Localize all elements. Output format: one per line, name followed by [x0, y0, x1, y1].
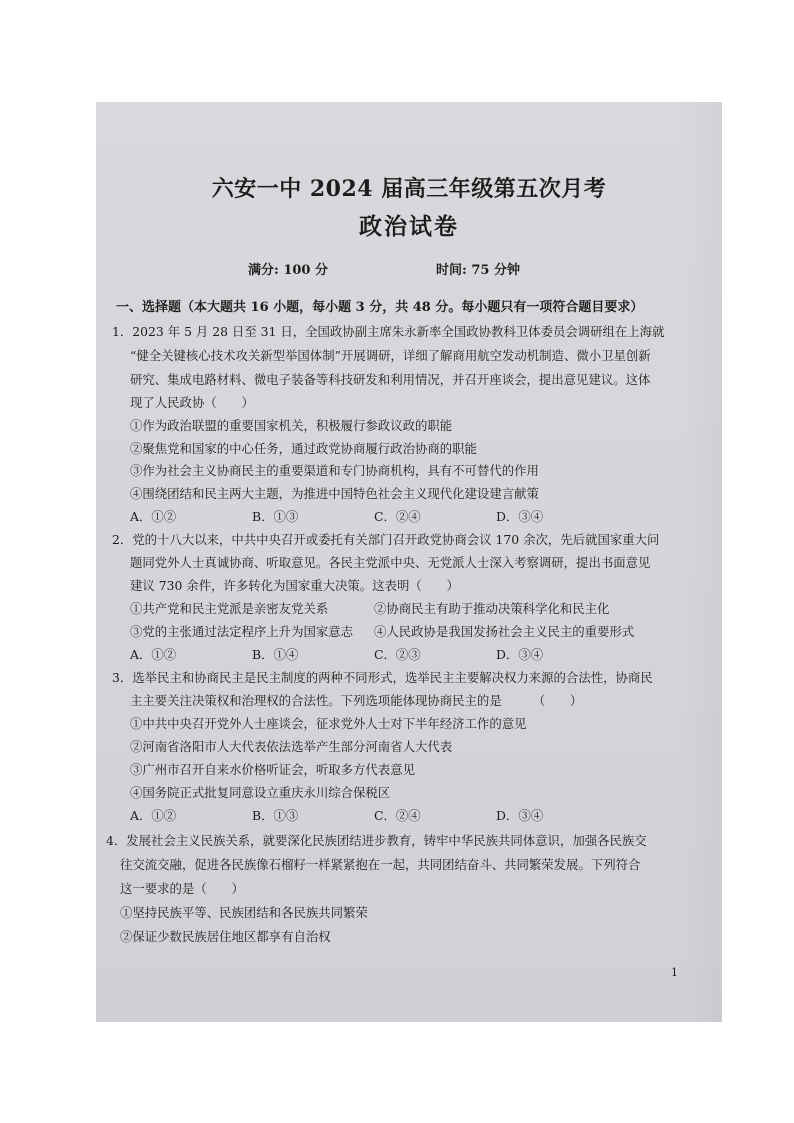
q1-item-4: ④围绕团结和民主两大主题，为推进中国特色社会主义现代化建设建言献策 [130, 486, 539, 501]
q2-option-a: A．①② [130, 647, 177, 662]
q2-item-3: ③党的主张通过法定程序上升为国家意志 [130, 624, 354, 639]
exam-title: 六安一中 2024 届高三年级第五次月考 [211, 176, 607, 202]
q3-option-a: A．①② [130, 808, 177, 823]
q2-options [130, 647, 618, 663]
q3-item-1: ①中共中央召开党外人士座谈会，征求党外人士对下半年经济工作的意见 [130, 716, 527, 731]
q3-options [130, 808, 618, 824]
q3-item-2: ②河南省洛阳市人大代表依法选举产生部分河南省人大代表 [130, 739, 453, 754]
q1-stem-line-3: 研究、集成电路材料、微电子装备等科技研发和利用情况，并召开座谈会，提出意见建议。这体 [130, 372, 651, 387]
full-score-label: 满分: 100 分 [248, 263, 328, 278]
q2-option-c: C．②③ [374, 647, 421, 662]
q1-item-1: ①作为政治联盟的重要国家机关，积极履行参政议政的职能 [130, 418, 453, 433]
q4-item-1: ①坚持民族平等、民族团结和各民族共同繁荣 [120, 905, 368, 920]
q3-stem-line-2: 主主要关注决策权和治理权的合法性。下列选项能体现协商民主的是 （ ） [130, 693, 583, 708]
q1-option-c: C．②④ [374, 509, 421, 524]
q1-option-b: B．①③ [252, 509, 299, 524]
exam-subject: 政治试卷 [359, 213, 459, 240]
q1-stem-line-1: 1．2023 年 5 月 28 日至 31 日，全国政协副主席朱永新率全国政协教科卫体委员会调研组在上海就 [112, 324, 665, 339]
q1-stem-line-2: “健全关键核心技术攻关新型举国体制”开展调研，详细了解商用航空发动机制造、微小卫星创新 [130, 348, 651, 363]
q4-stem-line-2: 往交流交融，促进各民族像石榴籽一样紧紧抱在一起，共同团结奋斗、共同繁荣发展。下列符合 [120, 857, 641, 872]
q1-item-2: ②聚焦党和国家的中心任务，通过政党协商履行政治协商的职能 [130, 441, 477, 456]
q1-stem-line-4: 现了人民政协（ ） [130, 395, 254, 410]
q3-item-3: ③广州市召开自来水价格听证会，听取多方代表意见 [130, 762, 415, 777]
q3-option-d: D．③④ [496, 808, 544, 823]
page-number: 1 [671, 966, 678, 979]
q2-item-4: ④人民政协是我国发扬社会主义民主的重要形式 [374, 624, 635, 639]
q2-stem-line-3: 建议 730 余件，许多转化为国家重大决策。这表明（ ） [130, 578, 459, 593]
q4-stem-line-3: 这一要求的是（ ） [120, 881, 244, 896]
q3-item-4: ④国务院正式批复同意设立重庆永川综合保税区 [130, 785, 391, 800]
q2-option-b: B．①④ [252, 647, 299, 662]
q1-option-a: A．①② [130, 509, 177, 524]
q2-stem-line-1: 2．党的十八大以来，中共中央召开或委托有关部门召开政党协商会议 170 余次，先后就国家重大问 [112, 532, 660, 547]
q2-item-2: ②协商民主有助于推动决策科学化和民主化 [374, 601, 610, 616]
time-limit-label: 时间: 75 分钟 [436, 263, 520, 278]
q4-stem-line-1: 4．发展社会主义民族关系，就要深化民族团结进步教育，铸牢中华民族共同体意识，加强各民族交 [106, 833, 647, 848]
q3-option-c: C．②④ [374, 808, 421, 823]
q3-option-b: B．①③ [252, 808, 299, 823]
q2-stem-line-2: 题同党外人士真诚协商、听取意见。各民主党派中央、无党派人士深入考察调研，提出书面意见 [130, 555, 651, 570]
q3-stem-line-1: 3．选举民主和协商民主是民主制度的两种不同形式，选举民主主要解决权力来源的合法性，协商民 [112, 670, 653, 685]
exam-paper-sheet [96, 102, 722, 1022]
q2-item-1: ①共产党和民主党派是亲密友党关系 [130, 601, 329, 616]
q1-item-3: ③作为社会主义协商民主的重要渠道和专门协商机构，具有不可替代的作用 [130, 463, 539, 478]
q1-options [130, 509, 618, 525]
q4-item-2: ②保证少数民族居住地区都享有自治权 [120, 929, 331, 944]
section-heading: 一、选择题（本大题共 16 小题，每小题 3 分，共 48 分。每小题只有一项符合题目要求） [116, 300, 644, 315]
q1-option-d: D．③④ [496, 509, 544, 524]
q2-option-d: D．③④ [496, 647, 544, 662]
